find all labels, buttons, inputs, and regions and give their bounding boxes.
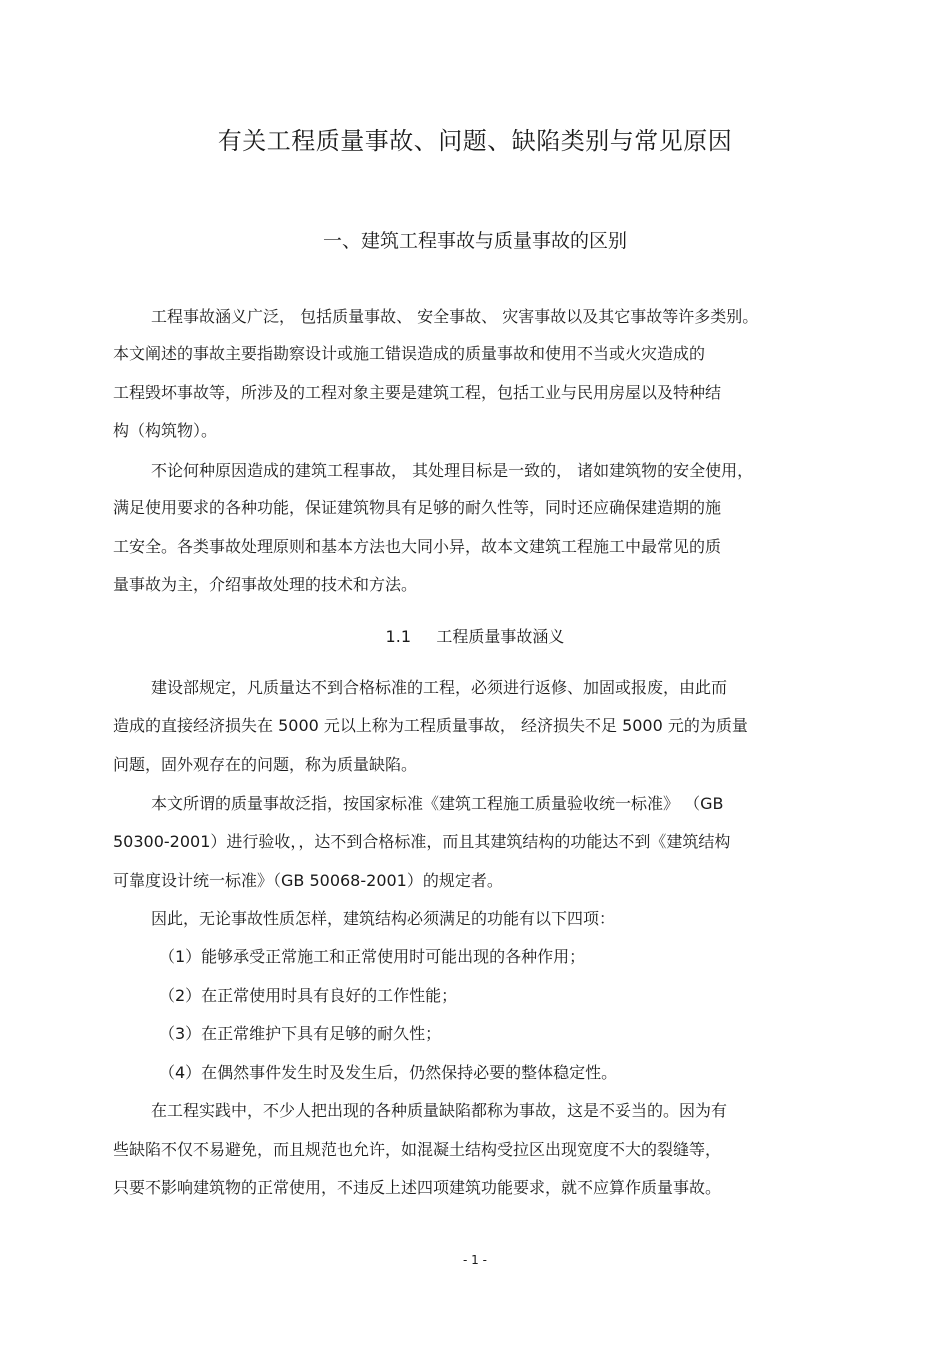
list-item: （1）能够承受正常施工和正常使用时可能出现的各种作用； xyxy=(159,947,586,966)
paragraph-line: 造成的直接经济损失在 5000 元以上称为工程质量事故， 经济损失不足 5000 元的为质量 xyxy=(113,716,748,735)
section-heading: 一、建筑工程事故与质量事故的区别 xyxy=(322,230,627,252)
paragraph-line: 满足使用要求的各种功能，保证建筑物具有足够的耐久性等，同时还应确保建造期的施 xyxy=(113,498,722,517)
paragraph-line: 不论何种原因造成的建筑工程事故， 其处理目标是一致的， 诸如建筑物的安全使用， xyxy=(151,461,754,480)
list-item: （2）在正常使用时具有良好的工作性能； xyxy=(159,986,458,1005)
paragraph-line: 工程事故涵义广泛， 包括质量事故、 安全事故、 灾害事故以及其它事故等许多类别。 xyxy=(151,307,759,326)
paragraph-line: 问题，固外观存在的问题，称为质量缺陷。 xyxy=(113,755,418,774)
paragraph-line: 在工程实践中，不少人把出现的各种质量缺陷都称为事故，这是不妥当的。因为有 xyxy=(151,1101,728,1120)
paragraph-line: 些缺陷不仅不易避免，而且规范也允许，如混凝土结构受拉区出现宽度不大的裂缝等， xyxy=(113,1140,722,1159)
paragraph-line: 只要不影响建筑物的正常使用，不违反上述四项建筑功能要求，就不应算作质量事故。 xyxy=(113,1178,722,1197)
paragraph-line: 因此，无论事故性质怎样，建筑结构必须满足的功能有以下四项： xyxy=(151,909,616,928)
paragraph-line: 量事故为主，介绍事故处理的技术和方法。 xyxy=(113,575,418,594)
paragraph-line: 工安全。各类事故处理原则和基本方法也大同小异，故本文建筑工程施工中最常见的质 xyxy=(113,537,722,556)
paragraph-line: 建设部规定，凡质量达不到合格标准的工程，必须进行返修、加固或报废，由此而 xyxy=(151,678,728,697)
document-title: 有关工程质量事故、问题、缺陷类别与常见原因 xyxy=(217,127,733,155)
paragraph-line: 工程毁坏事故等，所涉及的工程对象主要是建筑工程，包括工业与民用房屋以及特种结 xyxy=(113,383,722,402)
list-item: （4）在偶然事件发生时及发生后，仍然保持必要的整体稳定性。 xyxy=(159,1063,618,1082)
list-item: （3）在正常维护下具有足够的耐久性； xyxy=(159,1024,442,1043)
paragraph-line: 本文阐述的事故主要指勘察设计或施工错误造成的质量事故和使用不当或火灾造成的 xyxy=(113,344,706,363)
subsection-heading: 1.1 工程质量事故涵义 xyxy=(385,627,565,646)
paragraph-line: 可靠度设计统一标准》（GB 50068-2001）的规定者。 xyxy=(113,871,503,890)
paragraph-line: 构（构筑物）。 xyxy=(113,421,218,440)
page-number: - 1 - xyxy=(463,1253,487,1267)
paragraph-line: 本文所谓的质量事故泛指，按国家标准《建筑工程施工质量验收统一标准》 （GB xyxy=(151,794,724,813)
paragraph-line: 50300-2001）进行验收，，达不到合格标准，而且其建筑结构的功能达不到《建筑结构 xyxy=(113,832,731,851)
